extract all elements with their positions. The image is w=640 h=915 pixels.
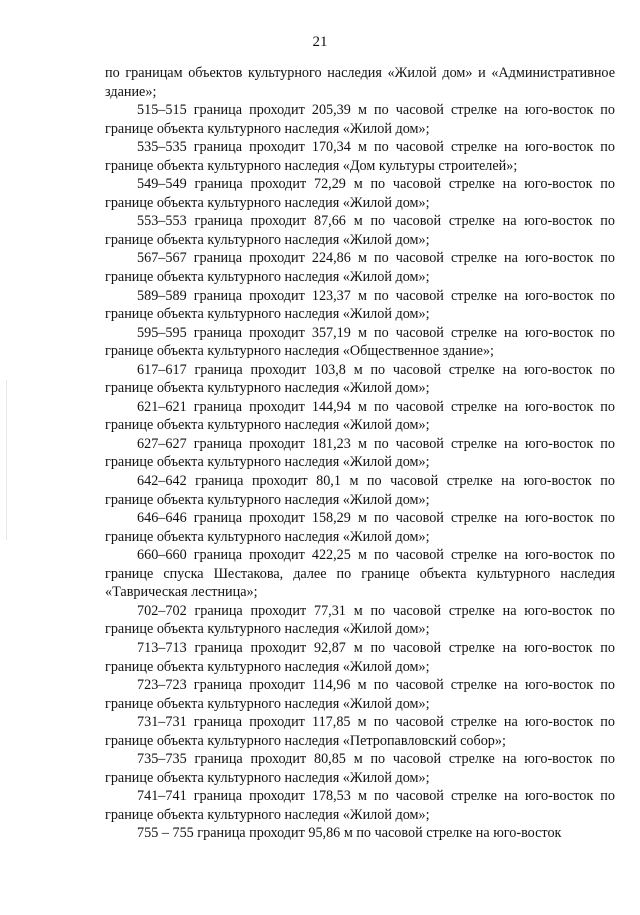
- paragraph-741: [105, 787, 615, 824]
- paragraph-text: 642–642 граница проходит 80,1 м по часовой стрелке на юго-восток по границе объекта культурного наследия «Жилой дом»;: [105, 473, 615, 508]
- paragraph-735: [105, 750, 615, 787]
- paragraph-755: [105, 824, 615, 843]
- paragraph-text: 627–627 граница проходит 181,23 м по часовой стрелке на юго-восток по границе объекта культурного наследия «Жилой дом»;: [105, 435, 615, 471]
- paragraph-text: 741–741 граница проходит 178,53 м по часовой стрелке на юго-восток по границе объекта культурного наследия «Жилой дом»;: [105, 788, 615, 823]
- paragraph-515: [105, 101, 615, 138]
- paragraph-continuation: [105, 64, 615, 101]
- paragraph-text: 702–702 граница проходит 77,31 м по часовой стрелке на юго-восток по границе объекта культурного наследия «Жилой дом»;: [105, 602, 615, 638]
- paragraph-text: 731–731 граница проходит 117,85 м по часовой стрелке на юго-восток по границе объекта культурного наследия «Петропавловский собор»;: [105, 714, 615, 749]
- paragraph-589: [105, 287, 615, 324]
- paragraph-549: [105, 175, 615, 212]
- paragraph-text: 735–735 граница проходит 80,85 м по часовой стрелке на юго-восток по границе объекта культурного наследия «Жилой дом»;: [105, 751, 615, 786]
- paragraph-text: 553–553 граница проходит 87,66 м по часовой стрелке на юго-восток по границе объекта культурного наследия «Жилой дом»;: [105, 213, 615, 248]
- paragraph-text: 567–567 граница проходит 224,86 м по часовой стрелке на юго-восток по границе объекта культурного наследия «Жилой дом»;: [105, 250, 615, 286]
- paragraph-702: [105, 602, 615, 639]
- paragraph-text: 621–621 граница проходит 144,94 м по часовой стрелке на юго-восток по границе объекта культурного наследия «Жилой дом»;: [105, 398, 615, 434]
- paragraph-621: [105, 398, 615, 435]
- paragraph-723: [105, 676, 615, 713]
- paragraph-text: 595–595 граница проходит 357,19 м по часовой стрелке на юго-восток по границе объекта культурного наследия «Общественное здание»;: [105, 324, 615, 360]
- paragraph-text: 755 – 755 граница проходит 95,86 м по часовой стрелке на юго-восток: [137, 825, 562, 842]
- paragraph-text: 646–646 граница проходит 158,29 м по часовой стрелке на юго-восток по границе объекта культурного наследия «Жилой дом»;: [105, 510, 615, 545]
- paragraph-595: [105, 324, 615, 361]
- paragraph-text: по границам объектов культурного наследия «Жилой дом» и «Административное здание»;: [105, 65, 615, 100]
- paragraph-text: 549–549 граница проходит 72,29 м по часовой стрелке на юго-восток по границе объекта культурного наследия «Жилой дом»;: [105, 176, 615, 211]
- paragraph-text: 660–660 граница проходит 422,25 м по часовой стрелке на юго-восток по границе спуска Шестакова, далее по границе объекта культурного наследия «Таврическая лестница»;: [105, 547, 615, 601]
- paragraph-553: [105, 212, 615, 249]
- document-body: [105, 64, 615, 843]
- page-number: 21: [312, 34, 328, 50]
- paragraph-646: [105, 509, 615, 546]
- paragraph-text: 617–617 граница проходит 103,8 м по часовой стрелке на юго-восток по границе объекта культурного наследия «Жилой дом»;: [105, 361, 615, 397]
- paragraph-627: [105, 435, 615, 472]
- paragraph-text: 535–535 граница проходит 170,34 м по часовой стрелке на юго-восток по границе объекта культурного наследия «Дом культуры строителей»;: [105, 139, 615, 174]
- scan-margin-line: [6, 380, 7, 540]
- paragraph-713: [105, 639, 615, 676]
- paragraph-text: 589–589 граница проходит 123,37 м по часовой стрелке на юго-восток по границе объекта культурного наследия «Жилой дом»;: [105, 287, 615, 323]
- paragraph-535: [105, 138, 615, 175]
- paragraph-text: 723–723 граница проходит 114,96 м по часовой стрелке на юго-восток по границе объекта культурного наследия «Жилой дом»;: [105, 677, 615, 712]
- paragraph-617: [105, 361, 615, 398]
- paragraph-567: [105, 249, 615, 286]
- paragraph-731: [105, 713, 615, 750]
- paragraph-642: [105, 472, 615, 509]
- paragraph-text: 713–713 граница проходит 92,87 м по часовой стрелке на юго-восток по границе объекта культурного наследия «Жилой дом»;: [105, 639, 615, 675]
- paragraph-text: 515–515 граница проходит 205,39 м по часовой стрелке на юго-восток по границе объекта культурного наследия «Жилой дом»;: [105, 102, 615, 137]
- paragraph-660: [105, 546, 615, 602]
